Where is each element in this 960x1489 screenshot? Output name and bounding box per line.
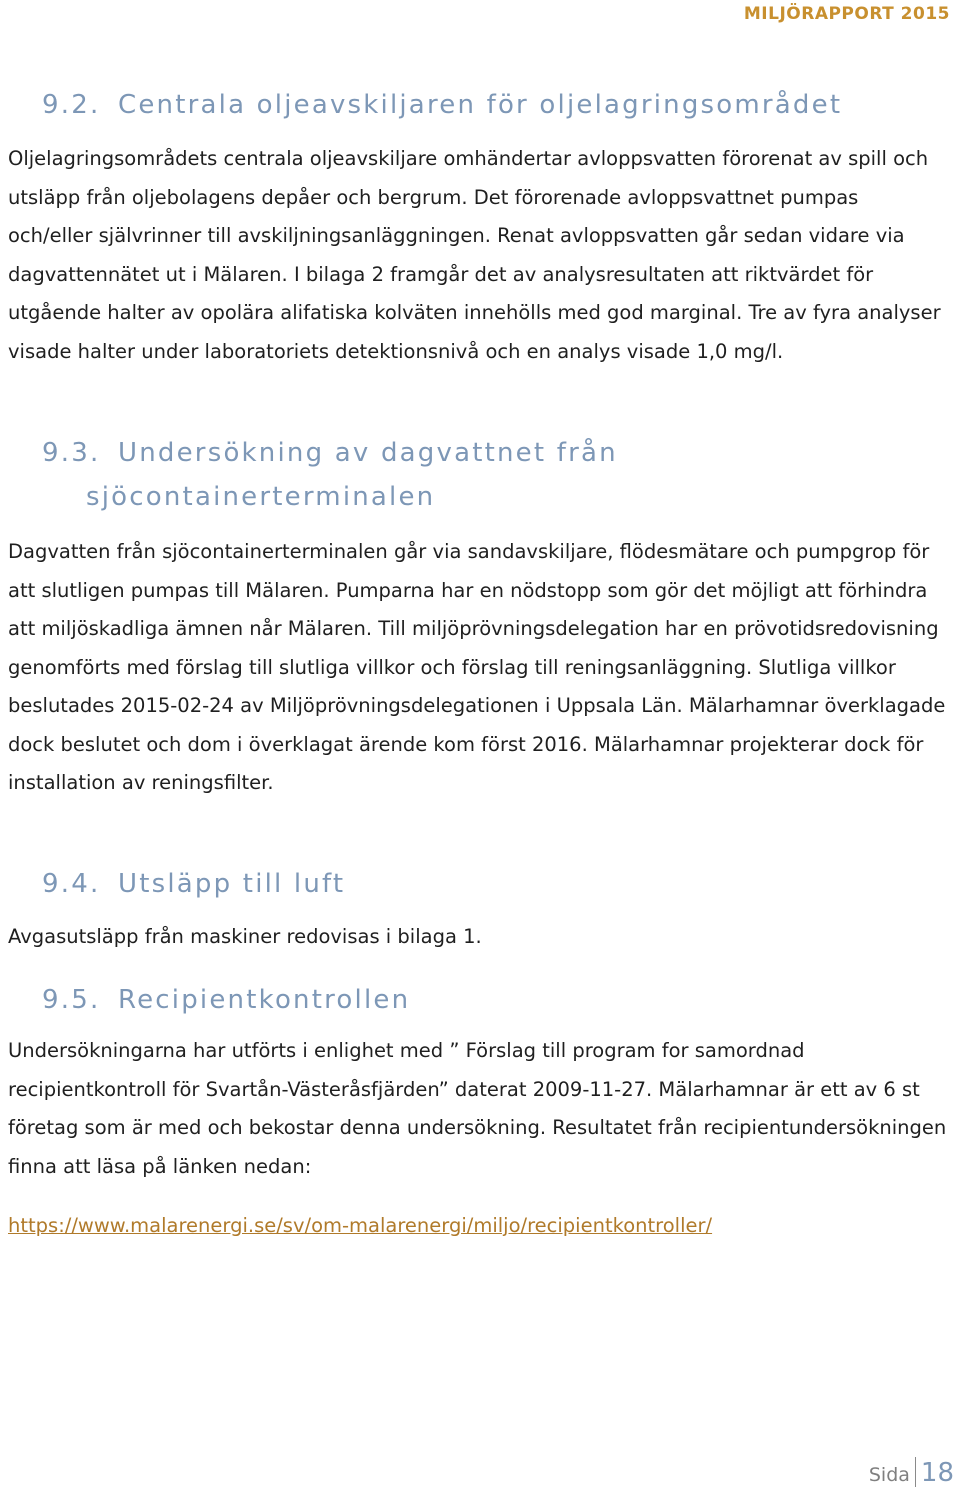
section-body-9-2: Oljelagringsområdets centrala oljeavskiljare omhändertar avloppsvatten förorenat av spill och utsläpp från oljebolagens depåer och bergrum. Det förorenade avloppsvattnet pumpas och/eller självrinner till avskiljningsanläggningen. Renat avloppsvatten går sedan vidare via dagvattennätet ut i Mälaren. I bilaga 2 framgår det av analysresultaten att riktvärdet för utgående halter av opolära alifatiska kolväten innehölls med god marginal. Tre av fyra analyser visade halter under laboratoriets detektionsnivå och en analys visade 1,0 mg/l. xyxy=(8,147,941,363)
section-number: 9.3. xyxy=(42,438,101,468)
section-title: Utsläpp till luft xyxy=(118,869,346,899)
section-title-continuation: sjöcontainerterminalen xyxy=(86,482,436,512)
section-heading-9-3 xyxy=(42,438,618,512)
page-number: 18 xyxy=(920,1458,954,1488)
section-body-9-3: Dagvatten från sjöcontainerterminalen går via sandavskiljare, flödesmätare och pumpgrop för att slutligen pumpas till Mälaren. Pumparna har en nödstopp som gör det möjligt att förhindra att miljöskadliga ämnen når Mälaren. Till miljöprövningsdelegation har en prövotidsredovisning genomförts med förslag till slutliga villkor och förslag till reningsanläggning. Slutliga villkor beslutades 2015-02-24 av Miljöprövningsdelegationen i Uppsala Län. Mälarhamnar överklagade dock beslutet och dom i överklagat ärende kom först 2016. Mälarhamnar projekterar dock för installation av reningsfilter. xyxy=(8,540,946,794)
footer-divider xyxy=(915,1457,916,1487)
page-footer xyxy=(869,1457,954,1488)
section-heading-9-2 xyxy=(42,90,842,120)
section-heading-9-5 xyxy=(42,985,410,1015)
section-number: 9.2. xyxy=(42,90,101,120)
section-title: Recipientkontrollen xyxy=(118,985,411,1015)
section-body-9-4: Avgasutsläpp från maskiner redovisas i bilaga 1. xyxy=(8,925,482,948)
report-header-title: MILJÖRAPPORT 2015 xyxy=(743,4,950,24)
section-number: 9.4. xyxy=(42,869,101,899)
section-heading-9-4 xyxy=(42,869,345,899)
page-label: Sida xyxy=(868,1464,910,1486)
section-body-9-5: Undersökningarna har utförts i enlighet med ” Förslag till program for samordnad recipientkontroll för Svartån-Västeråsfjärden” daterat 2009-11-27. Mälarhamnar är ett av 6 st företag som är med och bekostar denna undersökning. Resultatet från recipientundersökningen finna att läsa på länken nedan: xyxy=(8,1039,947,1178)
recipientkontroll-link[interactable]: https://www.malarenergi.se/sv/om-malarenergi/miljo/recipientkontroller/ xyxy=(8,1214,713,1237)
section-title: Undersökning av dagvattnet från xyxy=(118,438,618,468)
section-number: 9.5. xyxy=(42,985,101,1015)
section-title: Centrala oljeavskiljaren för oljelagringsområdet xyxy=(118,90,843,120)
